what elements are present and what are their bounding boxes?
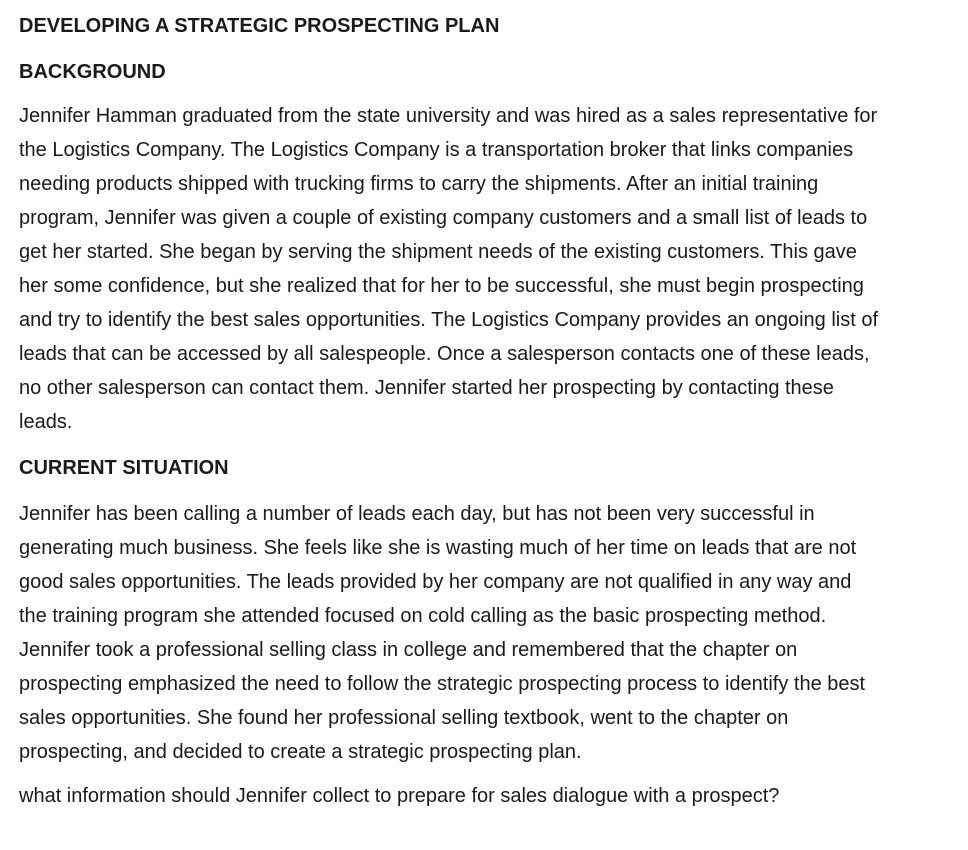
paragraph-line: generating much business. She feels like she is wasting much of her time on leads that are not [19,537,857,559]
background-heading: BACKGROUND [19,61,166,83]
document-title: DEVELOPING A STRATEGIC PROSPECTING PLAN [19,15,500,37]
paragraph-line: the training program she attended focused on cold calling as the basic prospecting method. [19,605,827,627]
current-situation-heading: CURRENT SITUATION [19,457,229,479]
paragraph-line: her some confidence, but she realized that for her to be successful, she must begin prospecting [19,275,864,297]
paragraph-line: program, Jennifer was given a couple of existing company customers and a small list of leads to [19,207,868,229]
paragraph-line: the Logistics Company. The Logistics Company is a transportation broker that links companies [19,139,854,161]
paragraph-line: prospecting, and decided to create a strategic prospecting plan. [19,741,582,763]
question-text: what information should Jennifer collect to prepare for sales dialogue with a prospect? [19,785,780,807]
paragraph-line: no other salesperson can contact them. Jennifer started her prospecting by contacting these [19,377,834,399]
paragraph-line: good sales opportunities. The leads provided by her company are not qualified in any way and [19,571,852,593]
paragraph-line: Jennifer has been calling a number of leads each day, but has not been very successful in [19,503,815,525]
paragraph-line: and try to identify the best sales opportunities. The Logistics Company provides an ongoing list of [19,309,879,331]
paragraph-line: sales opportunities. She found her professional selling textbook, went to the chapter on [19,707,789,729]
paragraph-line: Jennifer took a professional selling class in college and remembered that the chapter on [19,639,798,661]
paragraph-line: get her started. She began by serving the shipment needs of the existing customers. This gave [19,241,857,263]
paragraph-line: needing products shipped with trucking firms to carry the shipments. After an initial training [19,173,819,195]
paragraph-line: leads. [19,411,73,433]
paragraph-line: prospecting emphasized the need to follow the strategic prospecting process to identify the best [19,673,866,695]
paragraph-line: Jennifer Hamman graduated from the state university and was hired as a sales representative for [19,105,878,127]
paragraph-line: leads that can be accessed by all salespeople. Once a salesperson contacts one of these leads, [19,343,870,365]
